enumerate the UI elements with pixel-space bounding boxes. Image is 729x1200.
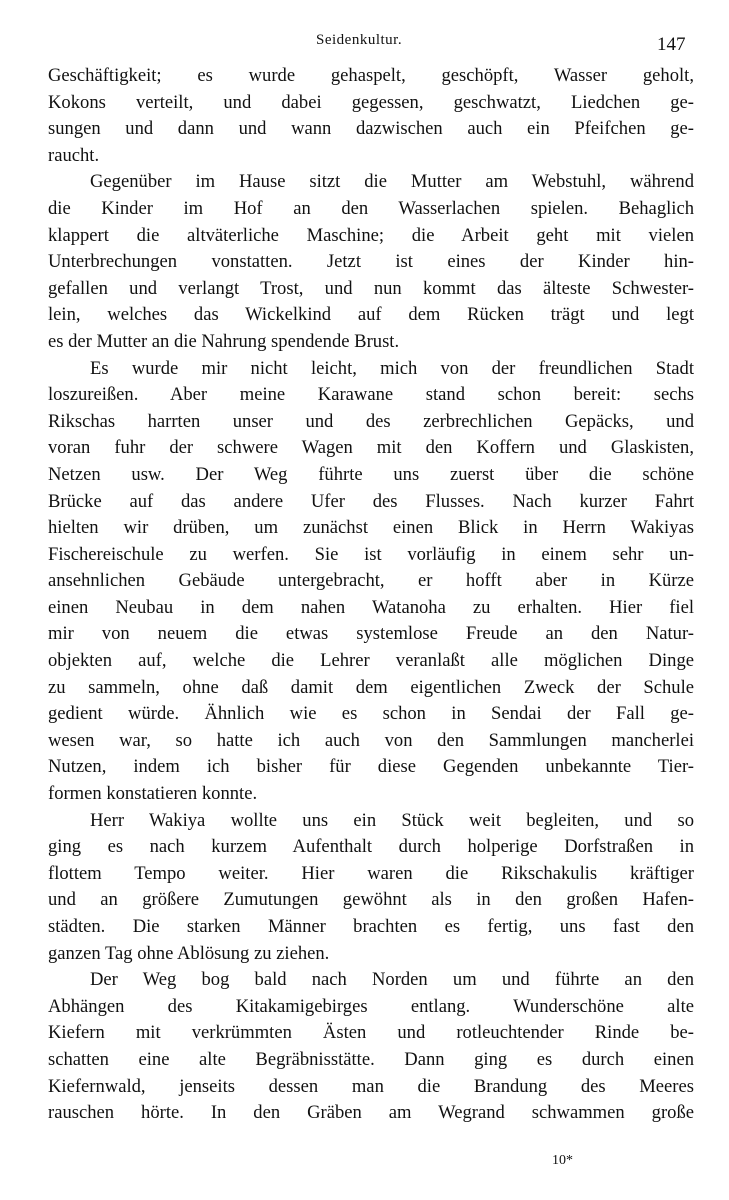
page-number: 147 [657, 34, 686, 55]
running-title: Seidenkultur. [316, 32, 403, 48]
text-line: objekten auf, welche die Lehrer veranlaßt alle möglichen Dinge [48, 650, 694, 672]
text-line: Der Weg bog bald nach Norden um und führte an den [90, 969, 694, 991]
text-line: voran fuhr der schwere Wagen mit den Koffern und Glaskisten, [48, 437, 694, 459]
text-line: lein, welches das Wickelkind auf dem Rücken trägt und legt [48, 304, 694, 326]
text-line: flottem Tempo weiter. Hier waren die Rikschakulis kräftiger [48, 862, 694, 884]
printer-signature-mark: 10* [552, 1153, 573, 1168]
text-line: ansehnlichen Gebäude untergebracht, er hofft aber in Kürze [48, 570, 694, 592]
running-head [0, 30, 729, 54]
text-line: Herr Wakiya wollte uns ein Stück weit begleiten, und so [90, 809, 694, 831]
body-text [48, 63, 694, 1127]
paragraph-4 [48, 808, 694, 968]
text-line: sungen und dann und wann dazwischen auch ein Pfeifchen ge- [48, 118, 694, 140]
text-line: die Kinder im Hof an den Wasserlachen spielen. Behaglich [48, 197, 694, 219]
text-line: einen Neubau in dem nahen Watanoha zu erhalten. Hier fiel [48, 596, 694, 618]
text-line: gefallen und verlangt Trost, und nun kommt das älteste Schwester- [48, 277, 694, 299]
text-line: Abhängen des Kitakamigebirges entlang. Wunderschöne alte [48, 995, 694, 1017]
text-line: klappert die altväterliche Maschine; die Arbeit geht mit vielen [48, 224, 694, 246]
text-line: rauschen hörte. In den Gräben am Wegrand schwammen große [48, 1102, 694, 1124]
text-line: schatten eine alte Begräbnisstätte. Dann ging es durch einen [48, 1048, 694, 1070]
text-line: Kokons verteilt, und dabei gegessen, geschwatzt, Liedchen ge- [48, 91, 694, 113]
text-line: es der Mutter an die Nahrung spendende Brust. [48, 330, 400, 352]
text-line: Es wurde mir nicht leicht, mich von der freundlichen Stadt [90, 357, 694, 379]
text-line: Fischereischule zu werfen. Sie ist vorläufig in einem sehr un- [48, 543, 694, 565]
text-line: ging es nach kurzem Aufenthalt durch holperige Dorfstraßen in [48, 836, 694, 858]
text-line: raucht. [48, 144, 100, 166]
text-line: wesen war, so hatte ich auch von den Sammlungen mancherlei [48, 729, 694, 751]
paragraph-5 [48, 967, 694, 1127]
text-line: städten. Die starken Männer brachten es fertig, uns fast den [48, 916, 694, 937]
paragraph-2 [48, 169, 694, 355]
text-line: Kiefernwald, jenseits dessen man die Brandung des Meeres [48, 1075, 694, 1097]
text-line: loszureißen. Aber meine Karawane stand schon bereit: sechs [48, 384, 694, 406]
text-line: Kiefern mit verkrümmten Ästen und rotleuchtender Rinde be- [48, 1022, 694, 1044]
text-line: hielten wir drüben, um zunächst einen Blick in Herrn Wakiyas [48, 517, 694, 539]
text-line: zu sammeln, ohne daß damit dem eigentlichen Zweck der Schule [48, 676, 694, 698]
text-line: gedient würde. Ähnlich wie es schon in Sendai der Fall ge- [48, 703, 694, 725]
paragraph-1 [48, 63, 694, 169]
text-line: ganzen Tag ohne Ablösung zu ziehen. [48, 942, 330, 964]
text-line: formen konstatieren konnte. [48, 783, 258, 805]
text-line: Gegenüber im Hause sitzt die Mutter am Webstuhl, während [90, 171, 694, 193]
text-line: Brücke auf das andere Ufer des Flusses. Nach kurzer Fahrt [48, 490, 694, 512]
text-line: Geschäftigkeit; es wurde gehaspelt, geschöpft, Wasser geholt, [48, 65, 694, 86]
text-line: Nutzen, indem ich bisher für diese Gegenden unbekannte Tier- [48, 756, 694, 778]
paragraph-3 [48, 356, 694, 808]
text-line: Netzen usw. Der Weg führte uns zuerst über die schöne [48, 463, 694, 485]
text-line: Rikschas harrten unser und des zerbrechlichen Gepäcks, und [48, 410, 694, 432]
text-line: Unterbrechungen vonstatten. Jetzt ist eines der Kinder hin- [48, 251, 694, 273]
text-line: mir von neuem die etwas systemlose Freude an den Natur- [48, 623, 694, 645]
text-line: und an größere Zumutungen gewöhnt als in den großen Hafen- [48, 889, 694, 911]
